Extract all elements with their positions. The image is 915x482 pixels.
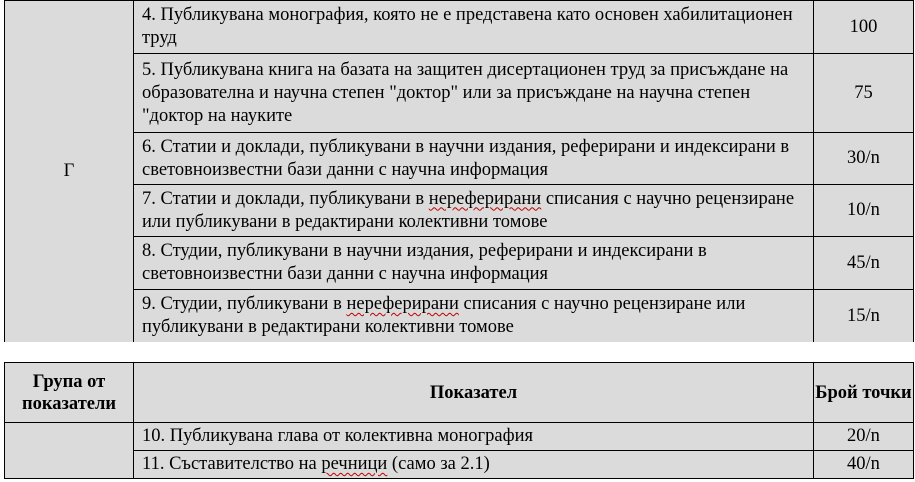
spellcheck-marked-word: речници [321, 454, 388, 474]
indicator-cell [134, 290, 814, 343]
group-cell: Г [5, 1, 134, 343]
table-row [5, 423, 914, 451]
table-row [5, 54, 914, 133]
text-part: списания с научно рецензиране или публикувани в редактирани колективни томове [142, 294, 746, 337]
indicator-cell: 6. Статии и доклади, публикувани в научни издания, реферирани и индексирани в световноизвестни бази данни с научна информация [134, 133, 814, 185]
text-part: списания с научно рецензиране или публикувани в редактирани колективни томове [142, 188, 795, 232]
points-cell: 75 [814, 54, 914, 133]
indicator-cell: 10. Публикувана глава от колективна монография [134, 423, 814, 451]
table-row [5, 133, 914, 185]
group-cell [5, 423, 134, 479]
indicators-table-top [4, 0, 914, 343]
text-part: 9. Студии, публикувани в [142, 294, 347, 314]
table-row [5, 237, 914, 290]
text-part: 7. Статии и доклади, публикувани в [142, 188, 429, 209]
header-points: Брой точки [814, 363, 914, 423]
header-indicator: Показател [134, 363, 814, 423]
page-gap [0, 342, 915, 362]
points-cell: 40/n [814, 451, 914, 479]
spellcheck-marked-word: нереферирани [346, 294, 459, 314]
indicator-cell: 8. Студии, публикувани в научни издания, реферирани и индексирани в световноизвестни бази данни с научна информация [134, 237, 814, 290]
table-row [5, 290, 914, 343]
indicator-cell: 4. Публикувана монография, която не е представена като основен хабилитационен труд [134, 1, 814, 54]
table-row [5, 1, 914, 54]
indicator-cell: 5. Публикувана книга на базата на защитен дисертационен труд за присъждане на образователна и научна степен "доктор" или за присъждане на научна степен "доктор на науките [134, 54, 814, 133]
points-cell: 100 [814, 1, 914, 54]
table-row [5, 185, 914, 237]
points-cell: 30/n [814, 133, 914, 185]
points-cell: 45/n [814, 237, 914, 290]
text-part: (само за 2.1) [387, 454, 490, 474]
points-cell: 10/n [814, 185, 914, 237]
spellcheck-marked-word: нереферирани [428, 188, 542, 209]
indicator-cell [134, 451, 814, 479]
text-part: 11. Съставителство на [142, 454, 322, 474]
indicators-table-bottom [4, 362, 914, 479]
indicator-cell [134, 185, 814, 237]
points-cell: 15/n [814, 290, 914, 343]
table-row [5, 451, 914, 479]
header-group: Група от показатели [5, 363, 134, 423]
header-row [5, 363, 914, 423]
points-cell: 20/n [814, 423, 914, 451]
